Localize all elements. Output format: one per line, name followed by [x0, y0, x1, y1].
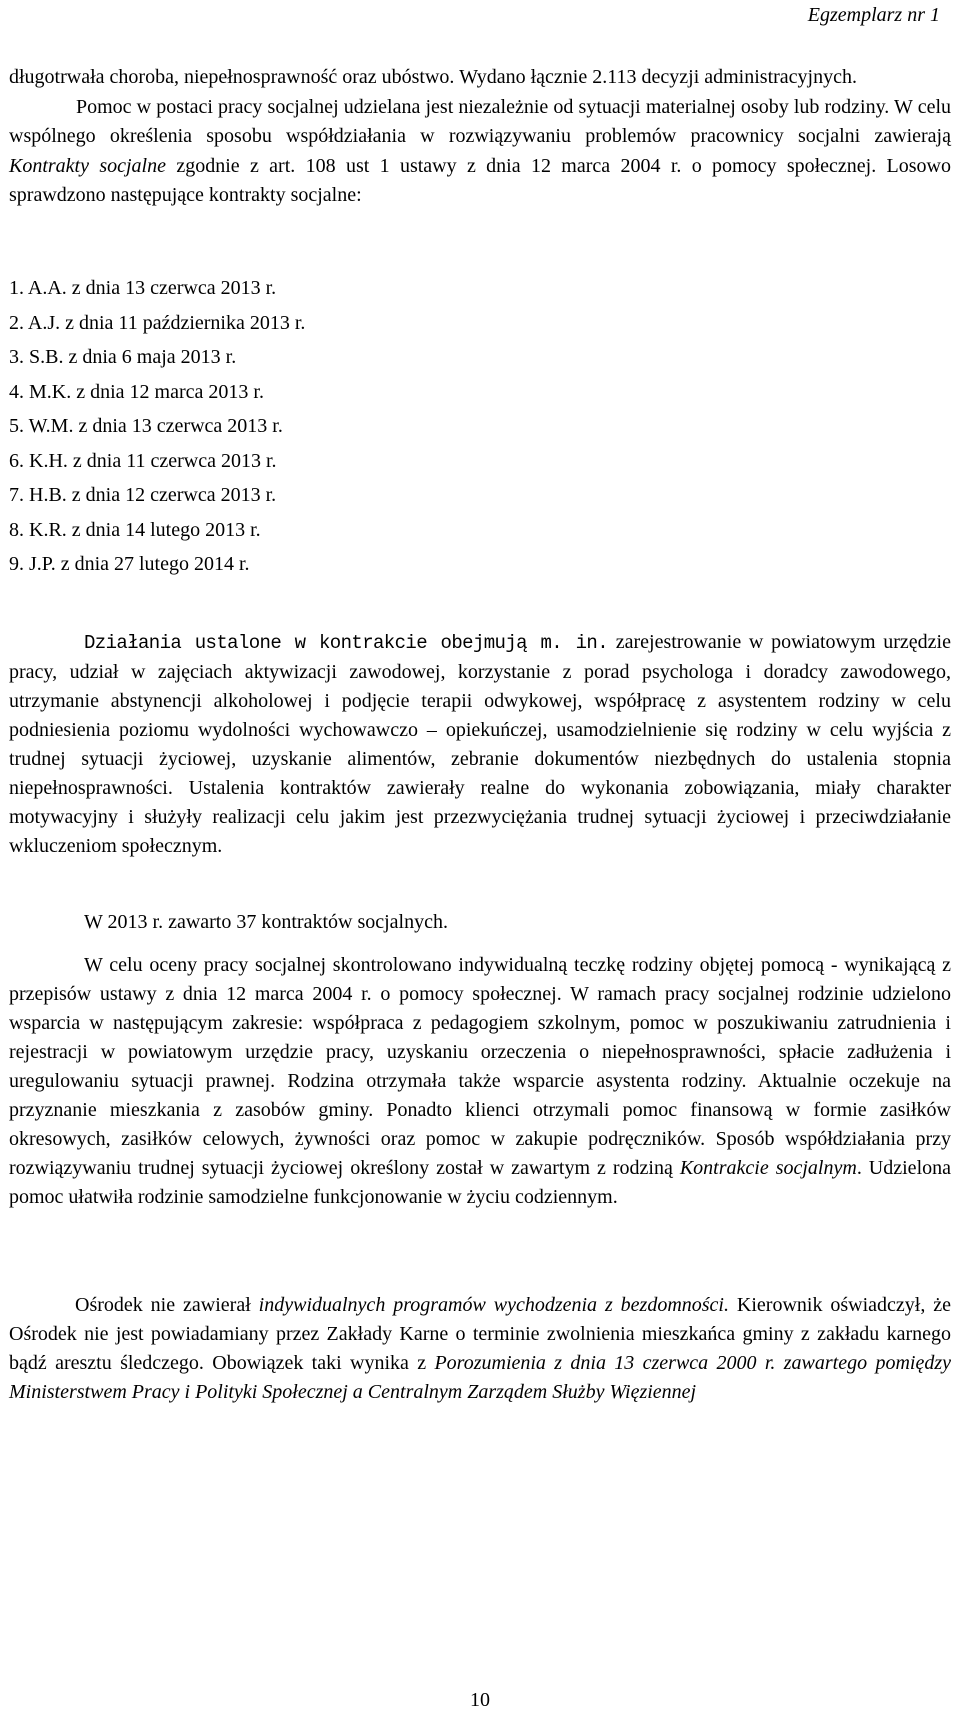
- italic-term: indywidualnych programów wychodzenia z bezdomności.: [258, 1294, 729, 1316]
- list-item: 7. H.B. z dnia 12 czerwca 2013 r.: [9, 484, 277, 506]
- list-item: 6. K.H. z dnia 11 czerwca 2013 r.: [9, 449, 277, 472]
- paragraph-text: W celu oceny pracy socjalnej skontrolowano indywidualną teczkę rodziny objętej pomocą - wynikającą z przepisów ustawy z dnia 12 marca 2004 r. o pomocy społecznej. W ramach pracy socjalnej rodzinie udzielono wsparcia w następującym zakresie: współpraca z pedagogiem szkolnym, pomoc w poszukiwaniu zatrudnienia i rejestracji w powiatowym urzędzie pracy, uzyskaniu orzeczenia o niepełnosprawności, spłacie zadłużenia i uregulowaniu sytuacji prawnej. Rodzina otrzymała także wsparcie asystenta rodziny. Aktualnie oczekuje na przyznanie mieszkania z zasobów gminy. Ponadto klienci otrzymali pomoc finansową w formie zasiłków okresowych, zasiłków celowych, żywności oraz pomoc w zakupie podręczników. Sposób współdziałania przy rozwiązywaniu trudnej sytuacji życiowej określony został w zawartym z rodziną: [9, 954, 951, 1179]
- copy-label: Egzemplarz nr 1: [807, 4, 940, 26]
- paragraph-text: zgodnie z art. 108 ust 1 ustawy z dnia 12 marca 2004 r. o pomocy społecznej. Losowo sprawdzono następujące kontrakty socjalne:: [9, 154, 952, 206]
- list-item: 5. W.M. z dnia 13 czerwca 2013 r.: [9, 415, 283, 437]
- paragraph-contracts-count: [9, 908, 951, 937]
- paragraph-case-review: [9, 951, 951, 1212]
- paragraph-text: długotrwała choroba, niepełnosprawność oraz ubóstwo. Wydano łącznie 2.113 decyzji administracyjnych.: [9, 66, 857, 88]
- list-item: 4. M.K. z dnia 12 marca 2013 r.: [9, 380, 264, 403]
- paragraph-text: . Udzielona pomoc ułatwiła rodzinie samodzielne funkcjonowanie w życiu codziennym.: [9, 1157, 951, 1208]
- contracts-list: [9, 275, 609, 586]
- paragraph-homelessness: [9, 1291, 951, 1407]
- list-item: 8. K.R. z dnia 14 lutego 2013 r.: [9, 518, 261, 541]
- paragraph-text: Pomoc w postaci pracy socjalnej udzielana jest niezależnie od sytuacji materialnej osoby lub rodziny. W celu wspólnego określenia sposobu współdziałania w rozwiązywaniu problemów pracownicy socjalni zawierają: [9, 95, 951, 147]
- list-item: 2. A.J. z dnia 11 października 2013 r.: [9, 311, 306, 334]
- paragraph-text: Ośrodek nie zawierał: [75, 1294, 259, 1316]
- italic-term: Kontrakcie socjalnym: [679, 1157, 857, 1179]
- paragraph-lead: Działania ustalone w kontrakcie obejmują m. in.: [84, 632, 609, 654]
- list-item: 9. J.P. z dnia 27 lutego 2014 r.: [9, 553, 250, 575]
- list-item: 1. A.A. z dnia 13 czerwca 2013 r.: [9, 277, 277, 299]
- italic-term: Kontrakty socjalne: [9, 154, 166, 177]
- paragraph-text: Kierownik oświadczył, że Ośrodek nie jest powiadamiany przez Zakłady Karne o terminie zwolnienia mieszkańca gminy z zakładu karnego bądź aresztu śledczego. Obowiązek taki wynika z: [9, 1294, 952, 1374]
- page-number: 10: [470, 1689, 490, 1711]
- paragraph-decisions: [9, 63, 951, 211]
- paragraph-contract-actions: [9, 628, 951, 861]
- paragraph-text: zarejestrowanie w powiatowym urzędzie pracy, udział w zajęciach aktywizacji zawodowej, korzystanie z porad psychologa i doradcy zawodowego, utrzymanie abstynencji alkoholowej i podjęcie terapii odwykowej, współpracę z asystentem rodziny w celu podniesienia poziomu wydolności wychowawczo – opiekuńczej, usamodzielnienie się rodziny w celu wyjścia z trudnej sytuacji życiowej, uzyskanie alimentów, zebranie dokumentów niezbędnych do ustalenia stopnia niepełnosprawności. Ustalenia kontraktów zawierały realne do wykonania zobowiązania, miały charakter motywacyjny i służyły realizacji celu jakim jest przezwyciężania trudnej sytuacji życiowej i przeciwdziałanie wkluczeniom społecznym.: [9, 631, 951, 857]
- italic-term: Porozumienia z dnia 13 czerwca 2000 r. zawartego pomiędzy Ministerstwem Pracy i Polityki Społecznej a Centralnym Zarządem Służby Więziennej: [9, 1352, 951, 1403]
- list-item: 3. S.B. z dnia 6 maja 2013 r.: [9, 346, 237, 368]
- paragraph-text: W 2013 r. zawarto 37 kontraktów socjalnych.: [84, 911, 448, 933]
